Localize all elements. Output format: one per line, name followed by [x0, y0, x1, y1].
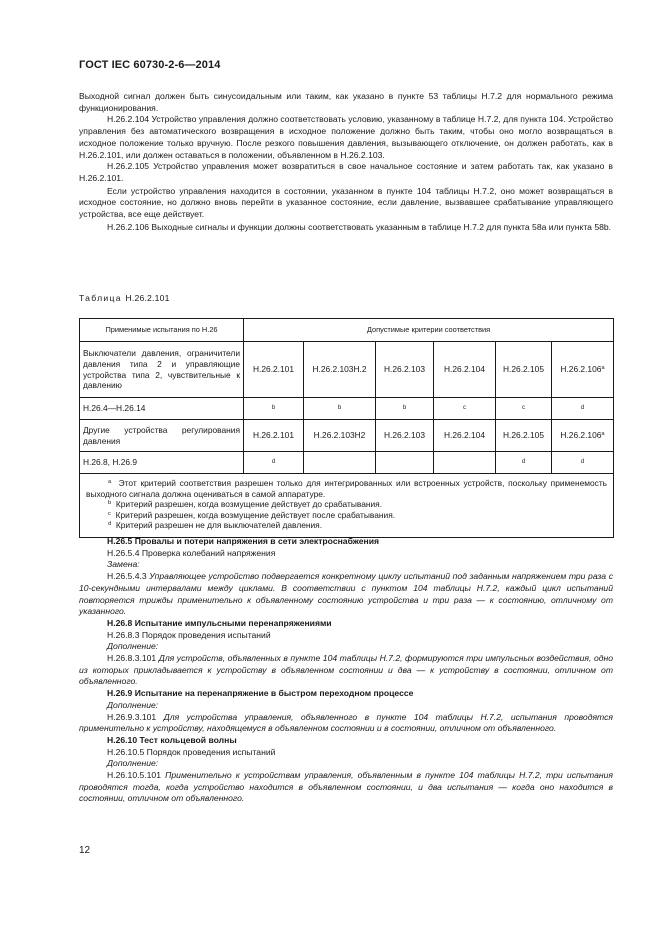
- sections-text: [79, 536, 613, 805]
- clause-text: Для устройства управления, объявленного в пункте 104 таблицы Н.7.2, испытания проводятся применительно к устройству, находящемуся в объявленном состоянии и в состоянии, отличном от объявленного.: [79, 711, 613, 734]
- footnote-mark: b: [108, 500, 112, 506]
- table-cell: [304, 452, 376, 474]
- table-row: [80, 342, 614, 398]
- table-header-row: [80, 319, 614, 342]
- paragraph: [79, 571, 613, 618]
- table-cell: Н.26.2.103: [376, 420, 434, 452]
- subsection-heading: Н.26.5.4 Проверка колебаний напряжения: [107, 547, 276, 558]
- cell-text: Н.26.2.106: [560, 430, 602, 441]
- paragraph: [79, 653, 613, 688]
- paragraph: Если устройство управления находится в состоянии, указанном в пункте 104 таблицы Н.7.2, оно может возвращаться в исходное состояние, но должно вновь перейти в указанное состояние, если давление, вызвавшее срабатывание управляющего устройства, все еще действует.: [79, 185, 613, 220]
- cell-text: Н.26.2.106: [560, 364, 602, 375]
- clause-text: Для устройств, объявленных в пункте 104 таблицы Н.7.2, формируются три импульсных воздействия, одно из которых прикладывается к устройству в объявленном состоянии и два — к устройству в состоянии, отличном от объявленного.: [79, 653, 613, 687]
- table-cell: [552, 342, 614, 398]
- table-notes-row: [80, 474, 614, 538]
- paragraph: Н.26.2.105 Устройство управления может возвратиться в свое начальное состояние и затем работать так, как указано в Н.26.2.101.: [79, 161, 613, 183]
- table-cell: [552, 420, 614, 452]
- table-cell: [376, 452, 434, 474]
- footnote-mark: d: [108, 521, 112, 527]
- footnote-mark: d: [244, 452, 304, 474]
- table-note: [86, 520, 607, 531]
- subsection-heading: Н.26.10.5 Порядок проведения испытаний: [107, 746, 276, 757]
- footnote-mark: a: [601, 365, 605, 372]
- table-cell: Н.26.2.104: [434, 420, 496, 452]
- footnote-mark: d: [552, 398, 614, 420]
- table-note: [86, 478, 607, 499]
- header-cell-tests: Применимые испытания по Н.26: [80, 319, 244, 342]
- table-note: [86, 499, 607, 510]
- table-caption-number: Н.26.2.101: [125, 293, 170, 303]
- row-label: Н.26.4—Н.26.14: [80, 398, 244, 420]
- table-notes: [80, 474, 614, 538]
- section-heading: Н.26.9 Испытание на перенапряжение в быстром переходном процессе: [107, 688, 414, 699]
- clause-number: Н.26.8.3.101: [107, 653, 157, 664]
- footnote-mark: b: [376, 398, 434, 420]
- note-text: Критерий разрешен, когда возмущение действует до срабатывания.: [115, 499, 383, 509]
- clause-number: Н.26.9.3.101: [107, 711, 157, 722]
- clause-number: Н.26.10.5.101: [107, 770, 161, 781]
- table-cell: Н.26.2.105: [496, 420, 552, 452]
- table-cell: Н.26.2.101: [244, 420, 304, 452]
- footnote-mark: c: [496, 398, 552, 420]
- footnote-mark: d: [552, 452, 614, 474]
- note-text: Этот критерий соответствия разрешен только для интегрированных или встроенных устройств, поскольку применемость выходного сигнала должна оцениваться в самой аппаратуре.: [86, 478, 608, 499]
- page-number: 12: [79, 845, 91, 856]
- note-text: Критерий разрешен не для выключателей давления.: [115, 520, 323, 530]
- table-cell: Н.26.2.103Н.2: [304, 342, 376, 398]
- table-note: [86, 510, 607, 521]
- amendment-kind: Замена:: [107, 559, 140, 570]
- intro-text: [79, 91, 613, 233]
- table-cell: [434, 452, 496, 474]
- footnote-mark: a: [108, 479, 112, 485]
- header-cell-criteria: Допустимые критерии соответствия: [244, 319, 614, 342]
- clause-text: Применительно к устройствам управления, объявленным в пункте 104 таблицы Н.7.2, три испытания проводятся тогда, когда устройство находится в объявленном состоянии, и два испытания — когда оно находится в состоянии, отличном от объявленного.: [79, 770, 614, 804]
- table-caption: [79, 293, 170, 303]
- table-row: [80, 452, 614, 474]
- row-label: Н.26.8, Н.26.9: [80, 452, 244, 474]
- footnote-mark: c: [434, 398, 496, 420]
- table-cell: Н.26.2.103: [376, 342, 434, 398]
- note-text: Критерий разрешен, когда возмущение действует после срабатывания.: [115, 509, 396, 520]
- footnote-mark: b: [244, 398, 304, 420]
- footnote-mark: c: [108, 510, 111, 517]
- amendment-kind: Дополнение:: [107, 641, 159, 652]
- table-row: [80, 398, 614, 420]
- row-label: Выключатели давления, ограничители давления типа 2 и управляющие устройства типа 2, чувствительные к давлению: [80, 342, 244, 398]
- amendment-kind: Дополнение:: [107, 699, 159, 710]
- paragraph: Н.26.2.106 Выходные сигналы и функции должны соответствовать указанным в таблице Н.7.2 для пункта 58а или пункта 58b.: [107, 221, 612, 232]
- section-heading: Н.26.5 Провалы и потери напряжения в сети электроснабжения: [107, 536, 380, 546]
- paragraph: Н.26.2.104 Устройство управления должно соответствовать условию, указанному в таблице Н.7.2, для пункта 104. Устройство управления без автоматического возвращения в исходное положение должно быть таким, чтобы оно могло возвращаться в исходное положение только вручную. После резкого повышения давления, вызывающего отключение, он должен работать, как в Н.26.2.101, или должен оставаться в положении, объявленном в Н.26.2.103.: [79, 114, 613, 160]
- footnote-mark: d: [496, 452, 552, 474]
- table-cell: Н.26.2.104: [434, 342, 496, 398]
- table-caption-word: Таблица: [79, 293, 122, 303]
- subsection-heading: Н.26.8.3 Порядок проведения испытаний: [107, 629, 271, 640]
- paragraph: Выходной сигнал должен быть синусоидальным или таким, как указано в пункте 53 таблицы Н.7.2 для нормального режима функционирования.: [79, 91, 613, 113]
- paragraph: [79, 712, 613, 735]
- section-heading: Н.26.8 Испытание импульсными перенапряжениями: [107, 617, 332, 628]
- criteria-table: [79, 318, 614, 538]
- amendment-kind: Дополнение:: [107, 758, 159, 769]
- table-row: [80, 420, 614, 452]
- document-header: ГОСТ IEC 60730-2-6—2014: [79, 59, 221, 71]
- row-label: Другие устройства регулирования давления: [80, 420, 244, 452]
- clause-text: Управляющее устройство подвергается конкретному циклу испытаний под заданным напряжением три раза с 10-секундными интервалами между циклами. В соответствии с пунктом 104 таблицы Н.7.2, каждый цикл испытаний повторяется трижды применительно к объявленному состоянию устройства и три раза — к состоянию, отличному от указанного.: [79, 571, 613, 617]
- table-cell: Н.26.2.105: [496, 342, 552, 398]
- table-cell: Н.26.2.103Н2: [304, 420, 376, 452]
- footnote-mark: b: [304, 398, 376, 420]
- clause-number: Н.26.5.4.3: [107, 571, 147, 582]
- section-heading: Н.26.10 Тест кольцевой волны: [107, 734, 237, 745]
- paragraph: [79, 770, 613, 805]
- footnote-mark: a: [601, 431, 605, 438]
- table-cell: Н.26.2.101: [244, 342, 304, 398]
